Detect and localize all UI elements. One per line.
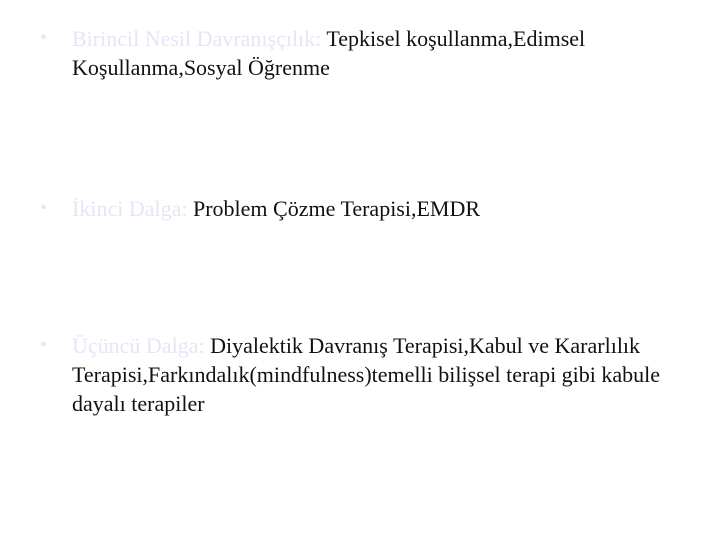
bullet-item-first-generation bbox=[40, 24, 712, 82]
bullet-item-third-wave bbox=[40, 331, 712, 418]
bullet-text: Diyalektik Davranış Terapisi,Kabul ve Kararlılık Terapisi,Farkındalık(mindfulness)temelli bilişsel terapi gibi kabule dayalı terapiler bbox=[72, 333, 661, 416]
bullet-heading: İkinci Dalga: bbox=[72, 196, 193, 221]
bullet-icon: • bbox=[40, 27, 48, 49]
bullet-text: Tepkisel koşullanma,Edimsel Koşullanma,Sosyal Öğrenme bbox=[72, 26, 586, 80]
bullet-heading: Birincil Nesil Davranışçılık: bbox=[72, 26, 327, 51]
bullet-text: Problem Çözme Terapisi,EMDR bbox=[192, 196, 481, 221]
bullet-icon: • bbox=[40, 334, 48, 356]
bullet-icon: • bbox=[40, 197, 48, 219]
bullet-heading: Üçüncü Dalga: bbox=[72, 333, 211, 358]
bullet-item-second-wave bbox=[40, 194, 712, 223]
